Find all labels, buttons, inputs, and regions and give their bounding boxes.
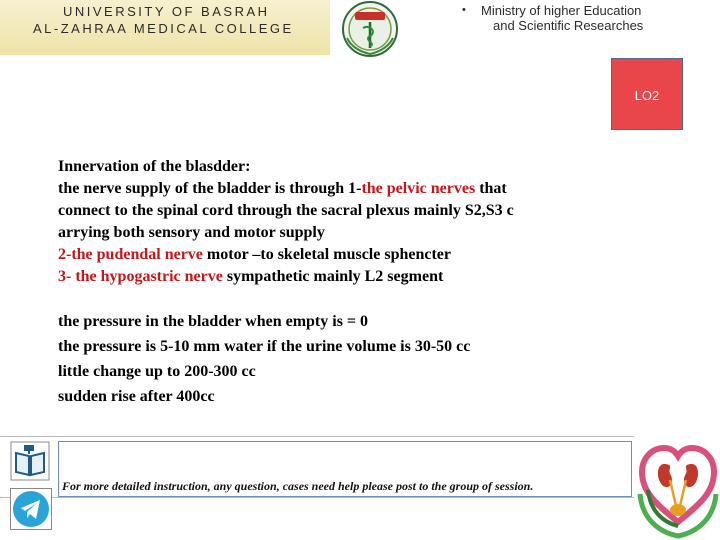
text-line: the pressure in the bladder when empty is = 0 xyxy=(58,313,369,330)
text-line: the pressure is 5-10 mm water if the urine volume is 30-50 cc xyxy=(58,338,471,355)
ministry-line1: Ministry of higher Education xyxy=(481,3,642,18)
book-icon[interactable] xyxy=(10,441,50,481)
text-segment: that xyxy=(475,180,507,197)
text-line xyxy=(58,223,325,245)
text-segment: motor –to skeletal muscle sphencter xyxy=(202,246,452,263)
text-line xyxy=(58,245,451,267)
text-line: little change up to 200-300 cc xyxy=(58,363,256,380)
highlighted-term: 3- the hypogastric nerve xyxy=(58,268,223,285)
footer-instruction: For more detailed instruction, any question, cases need help please post to the group of session. xyxy=(62,479,534,493)
highlighted-term: 2-the pudendal nerve xyxy=(58,246,203,263)
text-line xyxy=(58,267,443,289)
highlighted-term: the pelvic nerves xyxy=(361,180,476,197)
telegram-icon[interactable] xyxy=(10,488,52,530)
text-segment: connect to the spinal cord through the sacral plexus mainly S2,S3 c xyxy=(58,202,514,219)
text-line xyxy=(58,179,507,201)
kidney-logo xyxy=(636,434,720,540)
text-segment: arrying both sensory and motor supply xyxy=(58,224,325,241)
college-logo xyxy=(333,0,408,58)
text-segment: sympathetic mainly L2 segment xyxy=(222,268,444,285)
lo-label: LO2 xyxy=(634,88,660,103)
ministry-bullet: • xyxy=(462,4,466,16)
college-name: AL-ZAHRAA MEDICAL COLLEGE xyxy=(33,21,294,36)
text-line: sudden rise after 400cc xyxy=(58,388,215,405)
text-line xyxy=(58,201,514,223)
text-segment: Innervation of the blasdder: xyxy=(58,158,251,175)
ministry-line2: and Scientific Researches xyxy=(493,18,644,33)
university-name: UNIVERSITY OF BASRAH xyxy=(63,4,270,19)
text-segment: the nerve supply of the bladder is through 1- xyxy=(58,180,362,197)
lo-badge xyxy=(611,58,683,130)
text-line xyxy=(58,157,250,179)
